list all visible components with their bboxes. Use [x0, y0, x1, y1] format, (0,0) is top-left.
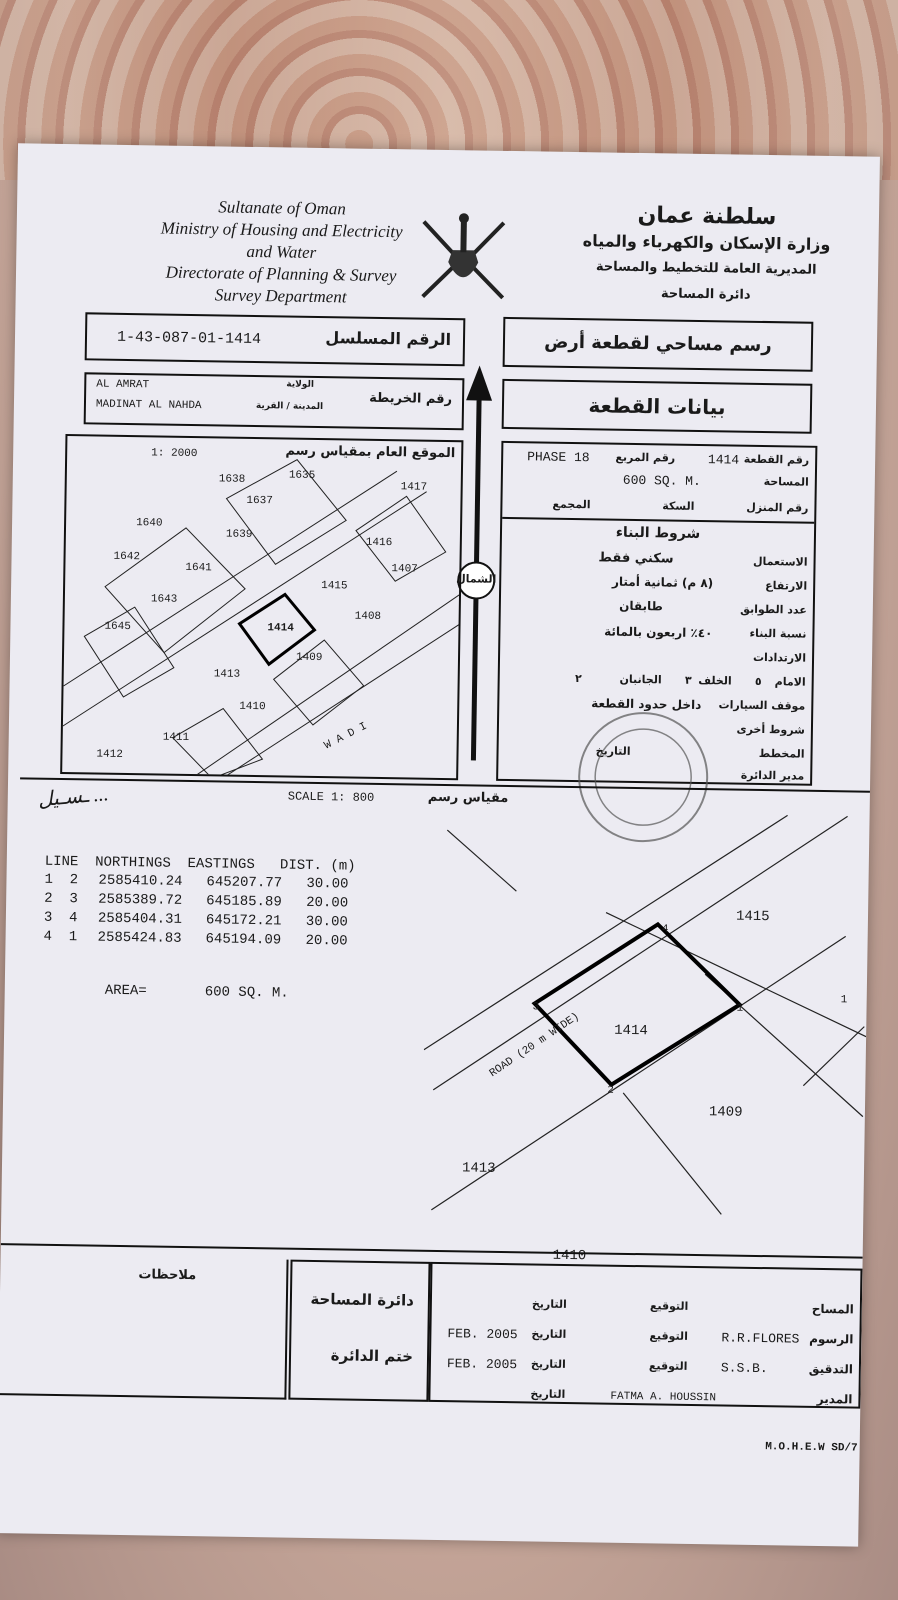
city-value: MADINAT AL NAHDA	[95, 398, 202, 413]
date-label: التاريخ	[530, 1357, 566, 1371]
map-plot-label: 1641	[185, 561, 212, 575]
use-value: سكني فقط	[598, 550, 674, 567]
oman-emblem-icon	[407, 201, 519, 313]
date-value: FEB. 2005	[446, 1356, 518, 1373]
sign-label: التوقيع	[649, 1299, 689, 1313]
neighbor-plot-label: 1409	[708, 1104, 743, 1121]
surveyor-label: المساح	[811, 1301, 854, 1317]
map-plot-label: 1412	[96, 748, 123, 761]
serial-label: الرقم المسلسل	[325, 328, 452, 350]
map-ref-box	[84, 372, 465, 430]
map-plot-label: 1411	[162, 731, 190, 744]
header-arabic	[576, 202, 838, 310]
coords-cell: 645172.21	[205, 912, 282, 930]
map-plot-label: 1643	[150, 593, 178, 606]
location-map-scale: 1: 2000	[151, 447, 198, 461]
header-ar-line: سلطنة عمان	[637, 202, 777, 231]
map-plot-label: 1639	[225, 528, 253, 541]
coords-cell: 2585404.31	[97, 910, 183, 928]
map-plot-label: 1413	[213, 668, 241, 681]
sides-label: الجانبان	[619, 672, 662, 687]
back-label: الخلف	[698, 673, 732, 688]
area-total-value: 600 SQ. M.	[204, 984, 289, 1002]
area-value: 600 SQ. M.	[622, 472, 701, 489]
notes-label: ملاحظات	[138, 1267, 197, 1284]
map-plot-label: 1638	[218, 473, 246, 486]
city-label: المدينة / القرية	[255, 400, 324, 413]
coords-cell: 645207.77	[206, 874, 283, 892]
plot-no-value: 1414	[707, 452, 740, 468]
house-label: رقم المنزل	[746, 500, 809, 515]
serial-box	[85, 312, 466, 366]
north-label: الشمال	[456, 572, 497, 586]
coords-cell: 1 2	[44, 871, 79, 889]
building-conditions-title: شروط البناء	[615, 524, 701, 542]
road-label: ROAD (20 m WIDE)	[487, 1010, 582, 1081]
coords-cell: 30.00	[306, 875, 349, 893]
coords-header: LINE NORTHINGS EASTINGS DIST. (m)	[44, 853, 356, 875]
coords-row	[44, 891, 366, 912]
checker-name: S.S.B.	[720, 1360, 768, 1377]
map-plot-label: 1645	[104, 620, 131, 634]
date-label: التاريخ	[530, 1387, 566, 1401]
wilaya-label: الولاية	[286, 379, 315, 390]
map-plot-label: 1414	[267, 622, 294, 635]
map-plot-label: 1408	[354, 610, 382, 623]
block-label: رقم المربع	[615, 450, 676, 465]
header-en-line: Sultanate of Oman	[218, 197, 346, 219]
use-label: الاستعمال	[752, 554, 808, 569]
header-english	[136, 195, 428, 310]
director-label: المدير	[816, 1391, 853, 1407]
coords-cell: 2585424.83	[97, 929, 182, 947]
sides-value: ٢	[574, 672, 582, 686]
area-label: المساحة	[763, 474, 809, 489]
header-en-line: Directorate of Planning & Survey	[165, 262, 397, 286]
neighbor-plot-label: 1413	[461, 1160, 496, 1177]
height-label: الارتفاع	[765, 579, 808, 593]
department-box	[288, 1260, 430, 1402]
other-conditions-label: شروط أخرى	[736, 722, 806, 737]
title-box	[503, 317, 814, 372]
drafter-label: الرسوم	[809, 1331, 854, 1347]
header-en-line: Survey Department	[214, 285, 347, 307]
coords-cell: 20.00	[305, 932, 348, 950]
coords-cell: 4 1	[43, 928, 78, 946]
map-plot-label: 1637	[246, 494, 273, 508]
stamp-label: ختم الدائرة	[330, 1346, 414, 1366]
drafter-name: R.R.FLORES	[721, 1330, 800, 1347]
edge-mark-label: 1	[840, 994, 848, 1007]
sign-label: التوقيع	[649, 1329, 688, 1343]
subtitle-box	[502, 379, 813, 434]
parking-value: داخل حدود القطعة	[591, 696, 702, 713]
coords-row	[44, 872, 366, 893]
map-plot-label: 1635	[288, 469, 316, 482]
coords-cell: 645185.89	[206, 893, 282, 911]
street-label: السكة	[662, 499, 695, 513]
plot-data-box	[496, 441, 817, 786]
detail-scale-label: مقياس رسم	[427, 789, 509, 807]
coords-cell: 3 4	[43, 909, 78, 927]
form-code: M.O.H.E.W SD/7	[765, 1441, 858, 1455]
back-value: ٣	[684, 673, 692, 687]
complex-label: المجمع	[552, 497, 591, 512]
corner-label: 2	[607, 1084, 614, 1097]
plan-label: المخطط	[758, 746, 805, 761]
signature-scribble: ـسـيل ...	[37, 783, 110, 812]
survey-document	[0, 143, 880, 1546]
parking-label: موقف السيارات	[718, 698, 806, 713]
header-en-line: Ministry of Housing and Electricity	[160, 218, 403, 242]
map-number-label: رقم الخريطة	[369, 390, 453, 408]
front-value: ٥	[754, 674, 762, 688]
serial-number: 1-43-087-01-1414	[116, 328, 262, 349]
director-name: FATMA A. HOUSSIN	[610, 1390, 717, 1405]
stamp-date-label: التاريخ	[595, 744, 631, 758]
coords-cell: 20.00	[306, 894, 349, 912]
wilaya-value: AL AMRAT	[96, 378, 150, 392]
coords-row	[43, 929, 365, 950]
department-label: دائرة المساحة	[310, 1289, 415, 1310]
area-total-label: AREA=	[104, 982, 147, 1000]
corner-label: 1	[736, 1002, 744, 1015]
map-plot-label: 1416	[365, 536, 393, 550]
floors-value: طابقان	[619, 598, 663, 614]
notes-box	[0, 1255, 289, 1400]
front-label: الامام	[774, 675, 806, 689]
coords-cell: 645194.09	[205, 931, 282, 949]
header-ar-line: وزارة الإسكان والكهرباء والمياه	[582, 231, 831, 255]
wadi-label: W A D I	[322, 720, 370, 753]
map-plot-label: 1640	[136, 517, 163, 530]
neighbor-plot-label: 1415	[735, 908, 770, 926]
ratio-label: نسبة البناء	[749, 626, 807, 641]
map-plot-label: 1415	[321, 580, 348, 593]
map-plot-label: 1642	[113, 550, 141, 564]
header-ar-line: المديرية العامة للتخطيط والمساحة	[595, 259, 817, 278]
block-value: PHASE 18	[527, 449, 590, 466]
header-ar-line: دائرة المساحة	[660, 286, 751, 303]
date-value: FEB. 2005	[447, 1326, 518, 1343]
map-plot-label: 1407	[391, 563, 418, 576]
header-en-line: and Water	[246, 241, 317, 262]
map-plot-label: 1410	[239, 700, 266, 714]
location-map-title: الموقع العام بمقياس رسم	[285, 443, 456, 462]
location-map	[60, 434, 463, 780]
coords-cell: 30.00	[305, 913, 348, 931]
floors-label: عدد الطوابق	[740, 602, 807, 617]
map-plot-label: 1417	[400, 481, 428, 494]
date-label: التاريخ	[531, 1297, 567, 1311]
manager-label: مدير الدائرة	[740, 768, 805, 783]
corner-label: 3	[532, 1001, 540, 1014]
ratio-value: ٤٠٪ اربعون بالمائة	[604, 624, 713, 641]
document-title: رسم مساحي لقطعة أرض	[544, 331, 772, 357]
coords-cell: 2585410.24	[98, 872, 183, 890]
coords-cell: 2 3	[44, 890, 78, 908]
plot-data-title: بيانات القطعة	[588, 393, 726, 420]
setbacks-label: الارتدادات	[752, 650, 807, 665]
coords-row	[44, 910, 366, 931]
date-label: التاريخ	[531, 1327, 567, 1341]
corner-label: 4	[661, 923, 669, 936]
coords-cell: 2585389.72	[98, 891, 183, 909]
detail-plot-label: 1414	[614, 1022, 648, 1040]
detail-scale: SCALE 1: 800	[287, 789, 375, 805]
checker-label: التدقيق	[808, 1361, 854, 1377]
plot-no-label: رقم القطعة	[743, 452, 810, 467]
signatures-box	[428, 1262, 862, 1409]
neighbor-plot-label: 1410	[552, 1247, 587, 1265]
height-value: (٨ م) ثمانية أمتار	[611, 574, 714, 591]
sign-label: التوقيع	[648, 1359, 688, 1373]
map-plot-label: 1409	[295, 651, 323, 665]
